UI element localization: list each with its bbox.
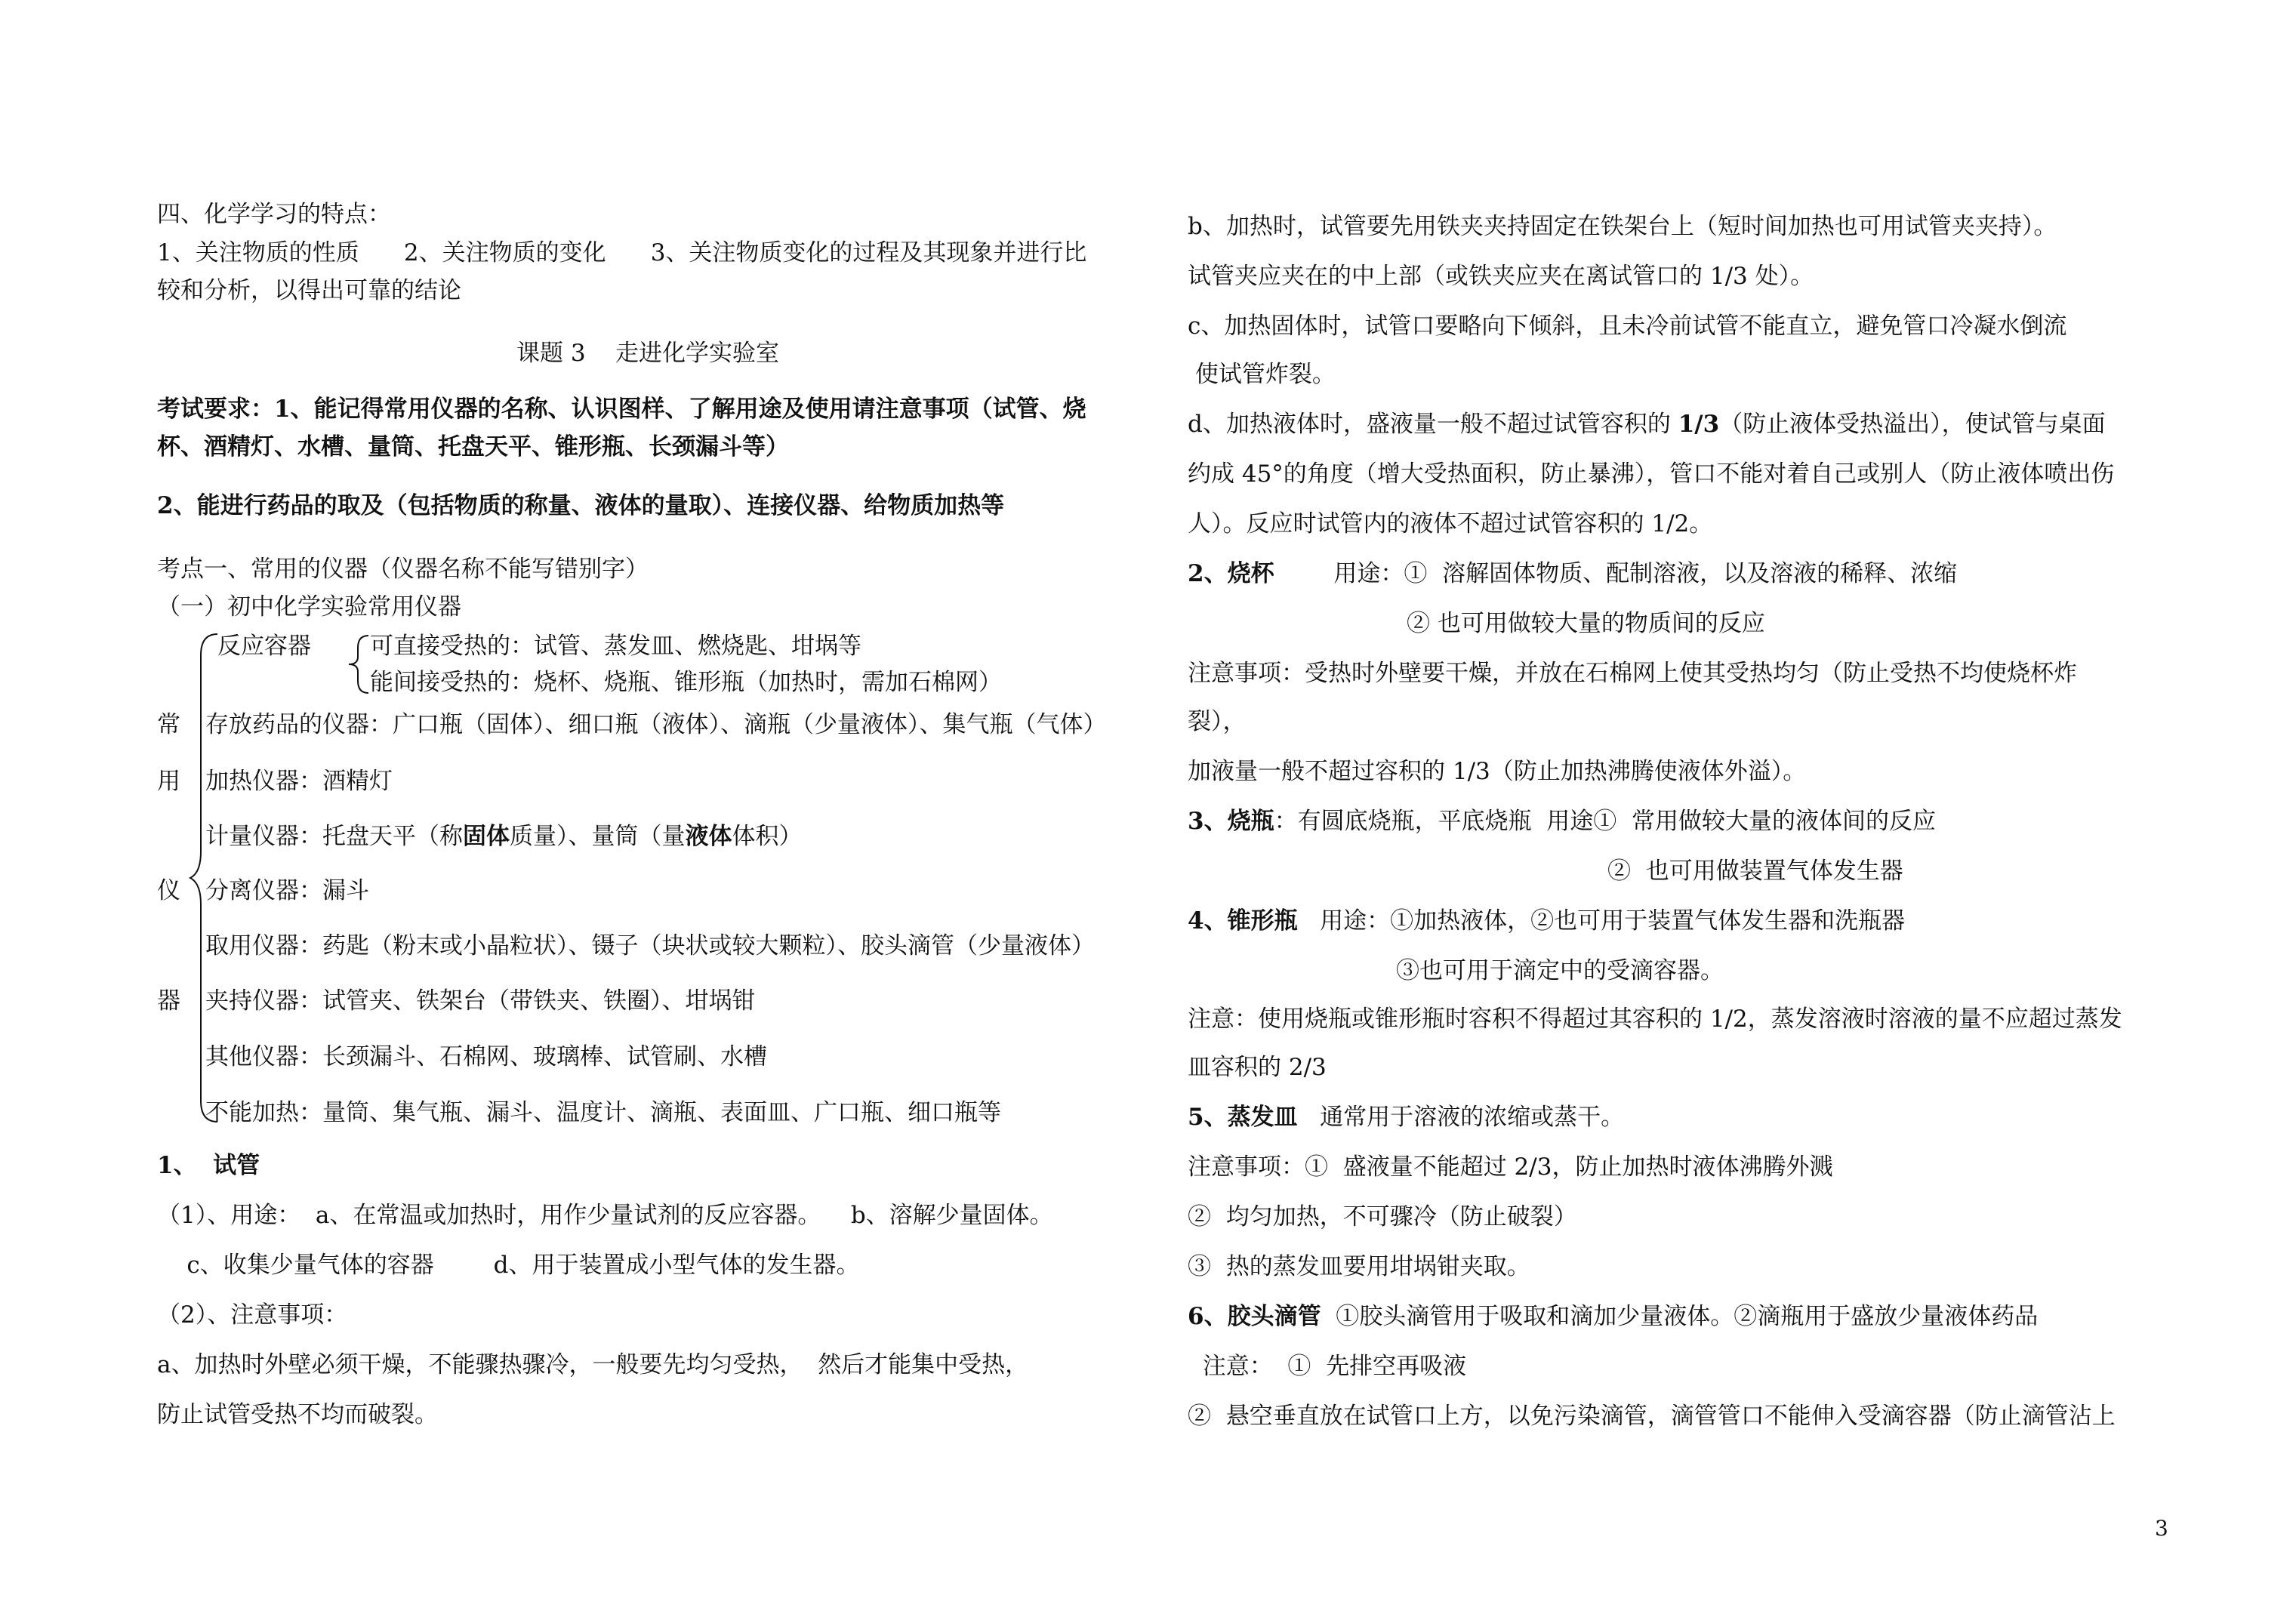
conical-flask-heading: 4、锥形瓶 用途：①加热液体，②也可用于装置气体发生器和洗瓶器: [1188, 907, 1906, 935]
tube-note-d3: 人）。反应时试管内的液体不超过试管容积的 1/2。: [1188, 510, 1713, 537]
tree-storage: 存放药品的仪器：广口瓶（固体）、细口瓶（液体）、滴瓶（少量液体）、集气瓶（气体）: [205, 711, 1107, 738]
test-tube-note-a1: a、加热时外壁必须干燥，不能骤热骤冷，一般要先均匀受热， 然后才能集中受热，: [157, 1351, 1029, 1378]
flask-note1: 注意：使用烧瓶或锥形瓶时容积不得超过其容积的 1/2，蒸发溶液时溶液的量不应超过蒸发: [1188, 1006, 2122, 1033]
beaker-note3: 加液量一般不超过容积的 1/3（防止加热沸腾使液体外溢）。: [1188, 758, 1807, 785]
tube-note-b1: b、加热时，试管要先用铁夹夹持固定在铁架台上（短时间加热也可用试管夹夹持）。: [1188, 213, 2057, 240]
subsection-1: （一）初中化学实验常用仪器: [157, 593, 461, 621]
dropper-note2: ② 悬空垂直放在试管口上方，以免污染滴管，滴管管口不能伸入受滴容器（防止滴管沾上: [1188, 1403, 2116, 1430]
test-tube-note-a2: 防止试管受热不均而破裂。: [157, 1401, 438, 1428]
evaporating-dish-note2: ② 均匀加热，不可骤冷（防止破裂）: [1188, 1203, 1577, 1230]
beaker-note2: 裂），: [1188, 708, 1247, 735]
flask-note2: 皿容积的 2/3: [1188, 1054, 1327, 1081]
section4-title: 四、化学学习的特点：: [157, 201, 391, 228]
test-tube-use-line1: （1）、用途： a、在常温或加热时，用作少量试剂的反应容器。 b、溶解少量固体。: [157, 1202, 1053, 1229]
evaporating-dish-heading: 5、蒸发皿 通常用于溶液的浓缩或蒸干。: [1188, 1104, 1625, 1131]
tree-other: 其他仪器：长颈漏斗、石棉网、玻璃棒、试管刷、水槽: [205, 1043, 767, 1070]
tree-reaction-indirect: 能间接受热的：烧杯、烧瓶、锥形瓶（加热时，需加石棉网）: [370, 669, 1002, 696]
tube-note-c1: c、加热固体时，试管口要略向下倾斜，且未冷前试管不能直立，避免管口冷凝水倒流: [1188, 313, 2067, 340]
tube-note-b2: 试管夹应夹在的中上部（或铁夹应夹在离试管口的 1/3 处）。: [1188, 263, 1814, 290]
lesson-title: 课题 3 走进化学实验室: [516, 340, 779, 367]
tree-reaction-container: 反应容器: [217, 633, 311, 660]
test-tube-use-line2: c、收集少量气体的容器 d、用于装置成小型气体的发生器。: [157, 1252, 860, 1279]
test-tube-note-title: （2）、注意事项：: [157, 1301, 348, 1329]
dropper-heading: 6、胶头滴管 ①胶头滴管用于吸取和滴加少量液体。②滴瓶用于盛放少量液体药品: [1188, 1303, 2039, 1330]
tube-note-d2: 约成 45°的角度（增大受热面积，防止暴沸），管口不能对着自己或别人（防止液体喷出伤: [1188, 460, 2115, 488]
flask-heading: 3、烧瓶：有圆底烧瓶，平底烧瓶 用途① 常用做较大量的液体间的反应: [1188, 808, 1936, 835]
key-point-1: 考点一、常用的仪器（仪器名称不能写错别字）: [157, 556, 649, 583]
tree-clamp: 夹持仪器：试管夹、铁架台（带铁夹、铁圈）、坩埚钳: [205, 987, 756, 1015]
vertical-label-char: 用: [157, 768, 180, 795]
evaporating-dish-note3: ③ 热的蒸发皿要用坩埚钳夹取。: [1188, 1253, 1530, 1280]
beaker-use2: ② 也可用做较大量的物质间的反应: [1407, 610, 1765, 637]
tube-note-c2: 使试管炸裂。: [1188, 361, 1336, 388]
evaporating-dish-note1: 注意事项：① 盛液量不能超过 2/3，防止加热时液体沸腾外溅: [1188, 1153, 1833, 1181]
beaker-heading: 2、烧杯 用途：① 溶解固体物质、配制溶液，以及溶液的稀释、浓缩: [1188, 560, 1958, 587]
page-number: 3: [2155, 1516, 2168, 1541]
tree-measure: 计量仪器：托盘天平（称固体质量）、量筒（量液体体积）: [205, 823, 803, 850]
dropper-note1: 注意： ① 先排空再吸液: [1188, 1353, 1467, 1380]
exam-requirement-line1: 考试要求：1、能记得常用仪器的名称、认识图样、了解用途及使用请注意事项（试管、烧: [157, 396, 1086, 423]
exam-requirement-line2: 杯、酒精灯、水槽、量筒、托盘天平、锥形瓶、长颈漏斗等）: [157, 433, 789, 460]
tree-separate: 分离仪器：漏斗: [205, 877, 369, 904]
beaker-note1: 注意事项：受热时外壁要干燥，并放在石棉网上使其受热均匀（防止受热不均使烧杯炸: [1188, 660, 2077, 687]
tree-no-heat: 不能加热：量筒、集气瓶、漏斗、温度计、滴瓶、表面皿、广口瓶、细口瓶等: [205, 1099, 1001, 1126]
conical-flask-use2: ③也可用于滴定中的受滴容器。: [1396, 957, 1724, 984]
section4-line2: 较和分析，以得出可靠的结论: [157, 277, 461, 304]
tube-note-d1: d、加热液体时，盛液量一般不超过试管容积的 1/3（防止液体受热溢出），使试管与桌面: [1188, 411, 2106, 438]
exam-requirement-line3: 2、能进行药品的取及（包括物质的称量、液体的量取）、连接仪器、给物质加热等: [157, 492, 1005, 519]
flask-use2: ② 也可用做装置气体发生器: [1607, 858, 1903, 885]
tree-take: 取用仪器：药匙（粉末或小晶粒状）、镊子（块状或较大颗粒）、胶头滴管（少量液体）: [205, 932, 1095, 959]
tree-heating: 加热仪器：酒精灯: [205, 768, 393, 795]
tree-reaction-direct: 可直接受热的：试管、蒸发皿、燃烧匙、坩埚等: [370, 633, 861, 660]
vertical-label-char: 器: [157, 987, 180, 1015]
test-tube-title: 1、 试管: [157, 1152, 260, 1179]
section4-line1: 1、关注物质的性质 2、关注物质的变化 3、关注物质变化的过程及其现象并进行比: [157, 239, 1087, 266]
vertical-label-char: 仪: [157, 877, 180, 904]
vertical-label-char: 常: [157, 711, 180, 738]
